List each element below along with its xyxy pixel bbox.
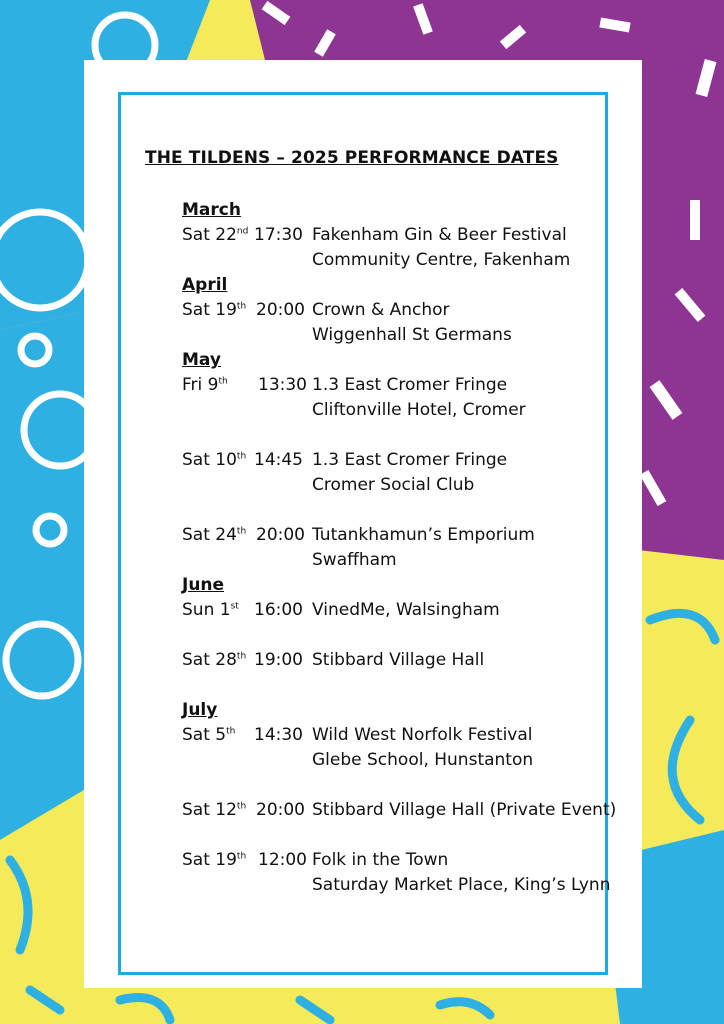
event-venue: Stibbard Village Hall [312,650,485,670]
event-venue: Crown & Anchor [312,300,450,320]
event-venue-line2: Cliftonville Hotel, Cromer [312,400,526,420]
event-day: Sat 19 [182,850,237,870]
event-time: 16:00 [254,600,303,620]
event-date [182,600,239,620]
event-venue: Wild West Norfolk Festival [312,725,533,745]
event-time: 13:30 [258,375,307,395]
month-heading: May [182,350,221,370]
event-day-suffix: th [218,376,228,387]
event-venue-line2: Wiggenhall St Germans [312,325,512,345]
event-date [182,725,235,745]
event-time: 14:45 [254,450,303,470]
event-venue-line2: Community Centre, Fakenham [312,250,571,270]
event-day: Fri 9 [182,375,219,395]
event-day-suffix: th [236,851,247,862]
event-day-suffix: th [236,801,247,812]
event-date [182,450,246,470]
event-time: 17:30 [254,225,303,245]
event-day: Sat 28 [182,650,237,670]
event-venue: VinedMe, Walsingham [312,600,500,620]
event-venue: Stibbard Village Hall (Private Event) [312,800,617,820]
event-date [182,650,246,670]
event-date [182,225,248,245]
event-day-suffix: th [226,726,236,737]
event-venue: 1.3 East Cromer Fringe [312,450,508,470]
event-venue: Fakenham Gin & Beer Festival [312,225,567,245]
month-heading: March [182,200,241,220]
event-day-suffix: th [236,451,247,462]
event-day-suffix: nd [236,226,249,237]
month-heading: June [182,575,225,595]
event-day: Sat 22 [182,225,237,245]
event-day: Sat 19 [182,300,237,320]
event-day-suffix: th [236,526,247,537]
event-venue-line2: Cromer Social Club [312,475,475,495]
event-time: 12:00 [258,850,307,870]
page-title: THE TILDENS – 2025 PERFORMANCE DATES [145,148,559,168]
event-time: 19:00 [254,650,303,670]
event-venue-line2: Saturday Market Place, King’s Lynn [312,875,611,895]
event-day-suffix: th [236,301,247,312]
event-venue: Tutankhamun’s Emporium [312,525,535,545]
event-venue-line2: Glebe School, Hunstanton [312,750,534,770]
event-day: Sat 12 [182,800,237,820]
month-heading: July [182,700,218,720]
event-time: 20:00 [256,800,305,820]
event-venue-line2: Swaffham [312,550,397,570]
event-time: 20:00 [256,300,305,320]
event-day: Sat 24 [182,525,237,545]
event-date [182,850,246,870]
event-time: 14:30 [254,725,303,745]
event-time: 20:00 [256,525,305,545]
event-day: Sat 10 [182,450,237,470]
event-venue: 1.3 East Cromer Fringe [312,375,508,395]
month-heading: April [182,275,228,295]
event-date [182,375,228,395]
event-day: Sat 5 [182,725,227,745]
event-date [182,300,246,320]
event-venue: Folk in the Town [312,850,449,870]
event-day-suffix: st [230,601,239,612]
event-date [182,525,246,545]
event-date [182,800,246,820]
event-day-suffix: th [236,651,247,662]
event-day: Sun 1 [182,600,231,620]
